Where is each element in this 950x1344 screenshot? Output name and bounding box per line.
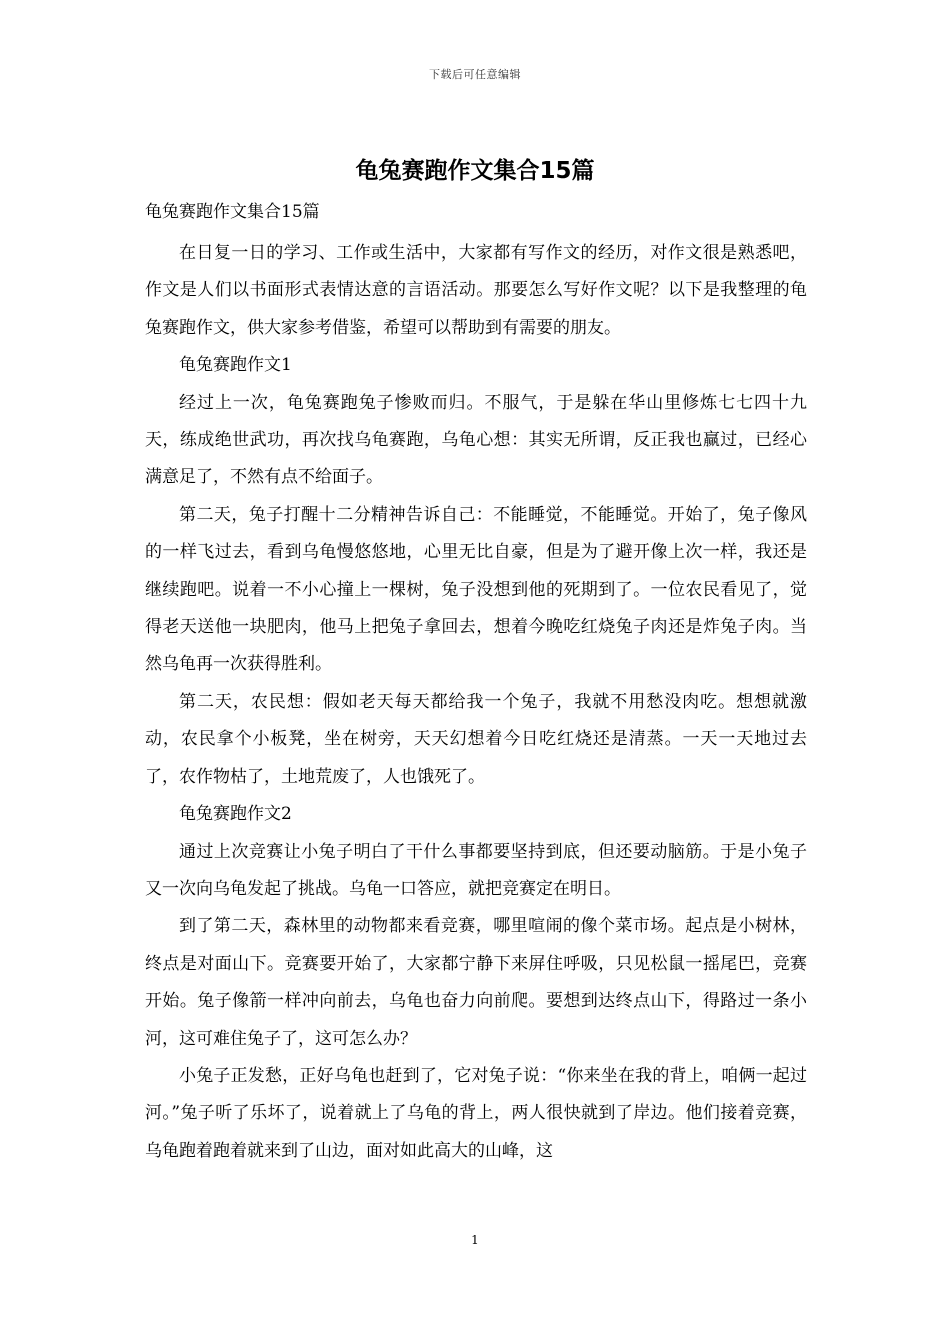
section1-paragraph: 第二天，兔子打醒十二分精神告诉自己：不能睡觉，不能睡觉。开始了，兔子像风的一样飞过去，看到乌龟慢悠悠地，心里无比自豪，但是为了避开像上次一样，我还是继续跑吧。说着一不小心撞上一棵树，兔子没想到他的死期到了。一位农民看见了，觉得老天送他一块肥肉，他马上把兔子拿回去，想着今晚吃红烧兔子肉还是炸兔子肉。当然乌龟再一次获得胜利。 [145,504,807,675]
document-body [145,198,807,1170]
section-heading-1: 龟兔赛跑作文1 [179,355,292,376]
section1-paragraph: 第二天，农民想：假如老天每天都给我一个兔子，我就不用愁没肉吃。想想就激动，农民拿个小板凳，坐在树旁，天天幻想着今日吃红烧还是清蒸。一天一天地过去了，农作物枯了，土地荒废了，人也饿死了。 [145,691,807,787]
section2-paragraph: 小兔子正发愁，正好乌龟也赶到了，它对兔子说：“你来坐在我的背上，咱俩一起过河。”兔子听了乐坏了，说着就上了乌龟的背上，两人很快就到了岸边。他们接着竞赛，乌龟跑着跑着就来到了山边，面对如此高大的山峰，这 [145,1065,807,1161]
document-subtitle: 龟兔赛跑作文集合15篇 [145,202,320,222]
document-title: 龟兔赛跑作文集合15篇 [355,158,595,184]
section1-paragraph: 经过上一次，龟兔赛跑兔子惨败而归。不服气，于是躲在华山里修炼七七四十九天，练成绝世武功，再次找乌龟赛跑，乌龟心想：其实无所谓，反正我也赢过，已经心满意足了，不然有点不给面子。 [145,392,807,488]
section2-paragraph: 到了第二天，森林里的动物都来看竞赛，哪里喧闹的像个菜市场。起点是小树林，终点是对面山下。竞赛要开始了，大家都宁静下来屏住呼吸，只见松鼠一摇尾巴，竞赛开始。兔子像箭一样冲向前去，乌龟也奋力向前爬。要想到达终点山下，得路过一条小河，这可难住兔子了，这可怎么办？ [145,916,807,1049]
page-number: 1 [471,1233,479,1247]
section-heading-2: 龟兔赛跑作文2 [179,804,292,825]
section2-paragraph: 通过上次竞赛让小兔子明白了干什么事都要坚持到底，但还要动脑筋。于是小兔子又一次向乌龟发起了挑战。乌龟一口答应，就把竞赛定在明日。 [145,841,807,899]
header-note: 下载后可任意编辑 [429,68,521,81]
intro-paragraph: 在日复一日的学习、工作或生活中，大家都有写作文的经历，对作文很是熟悉吧，作文是人们以书面形式表情达意的言语活动。那要怎么写好作文呢？以下是我整理的龟兔赛跑作文，供大家参考借鉴，希望可以帮助到有需要的朋友。 [145,243,807,338]
